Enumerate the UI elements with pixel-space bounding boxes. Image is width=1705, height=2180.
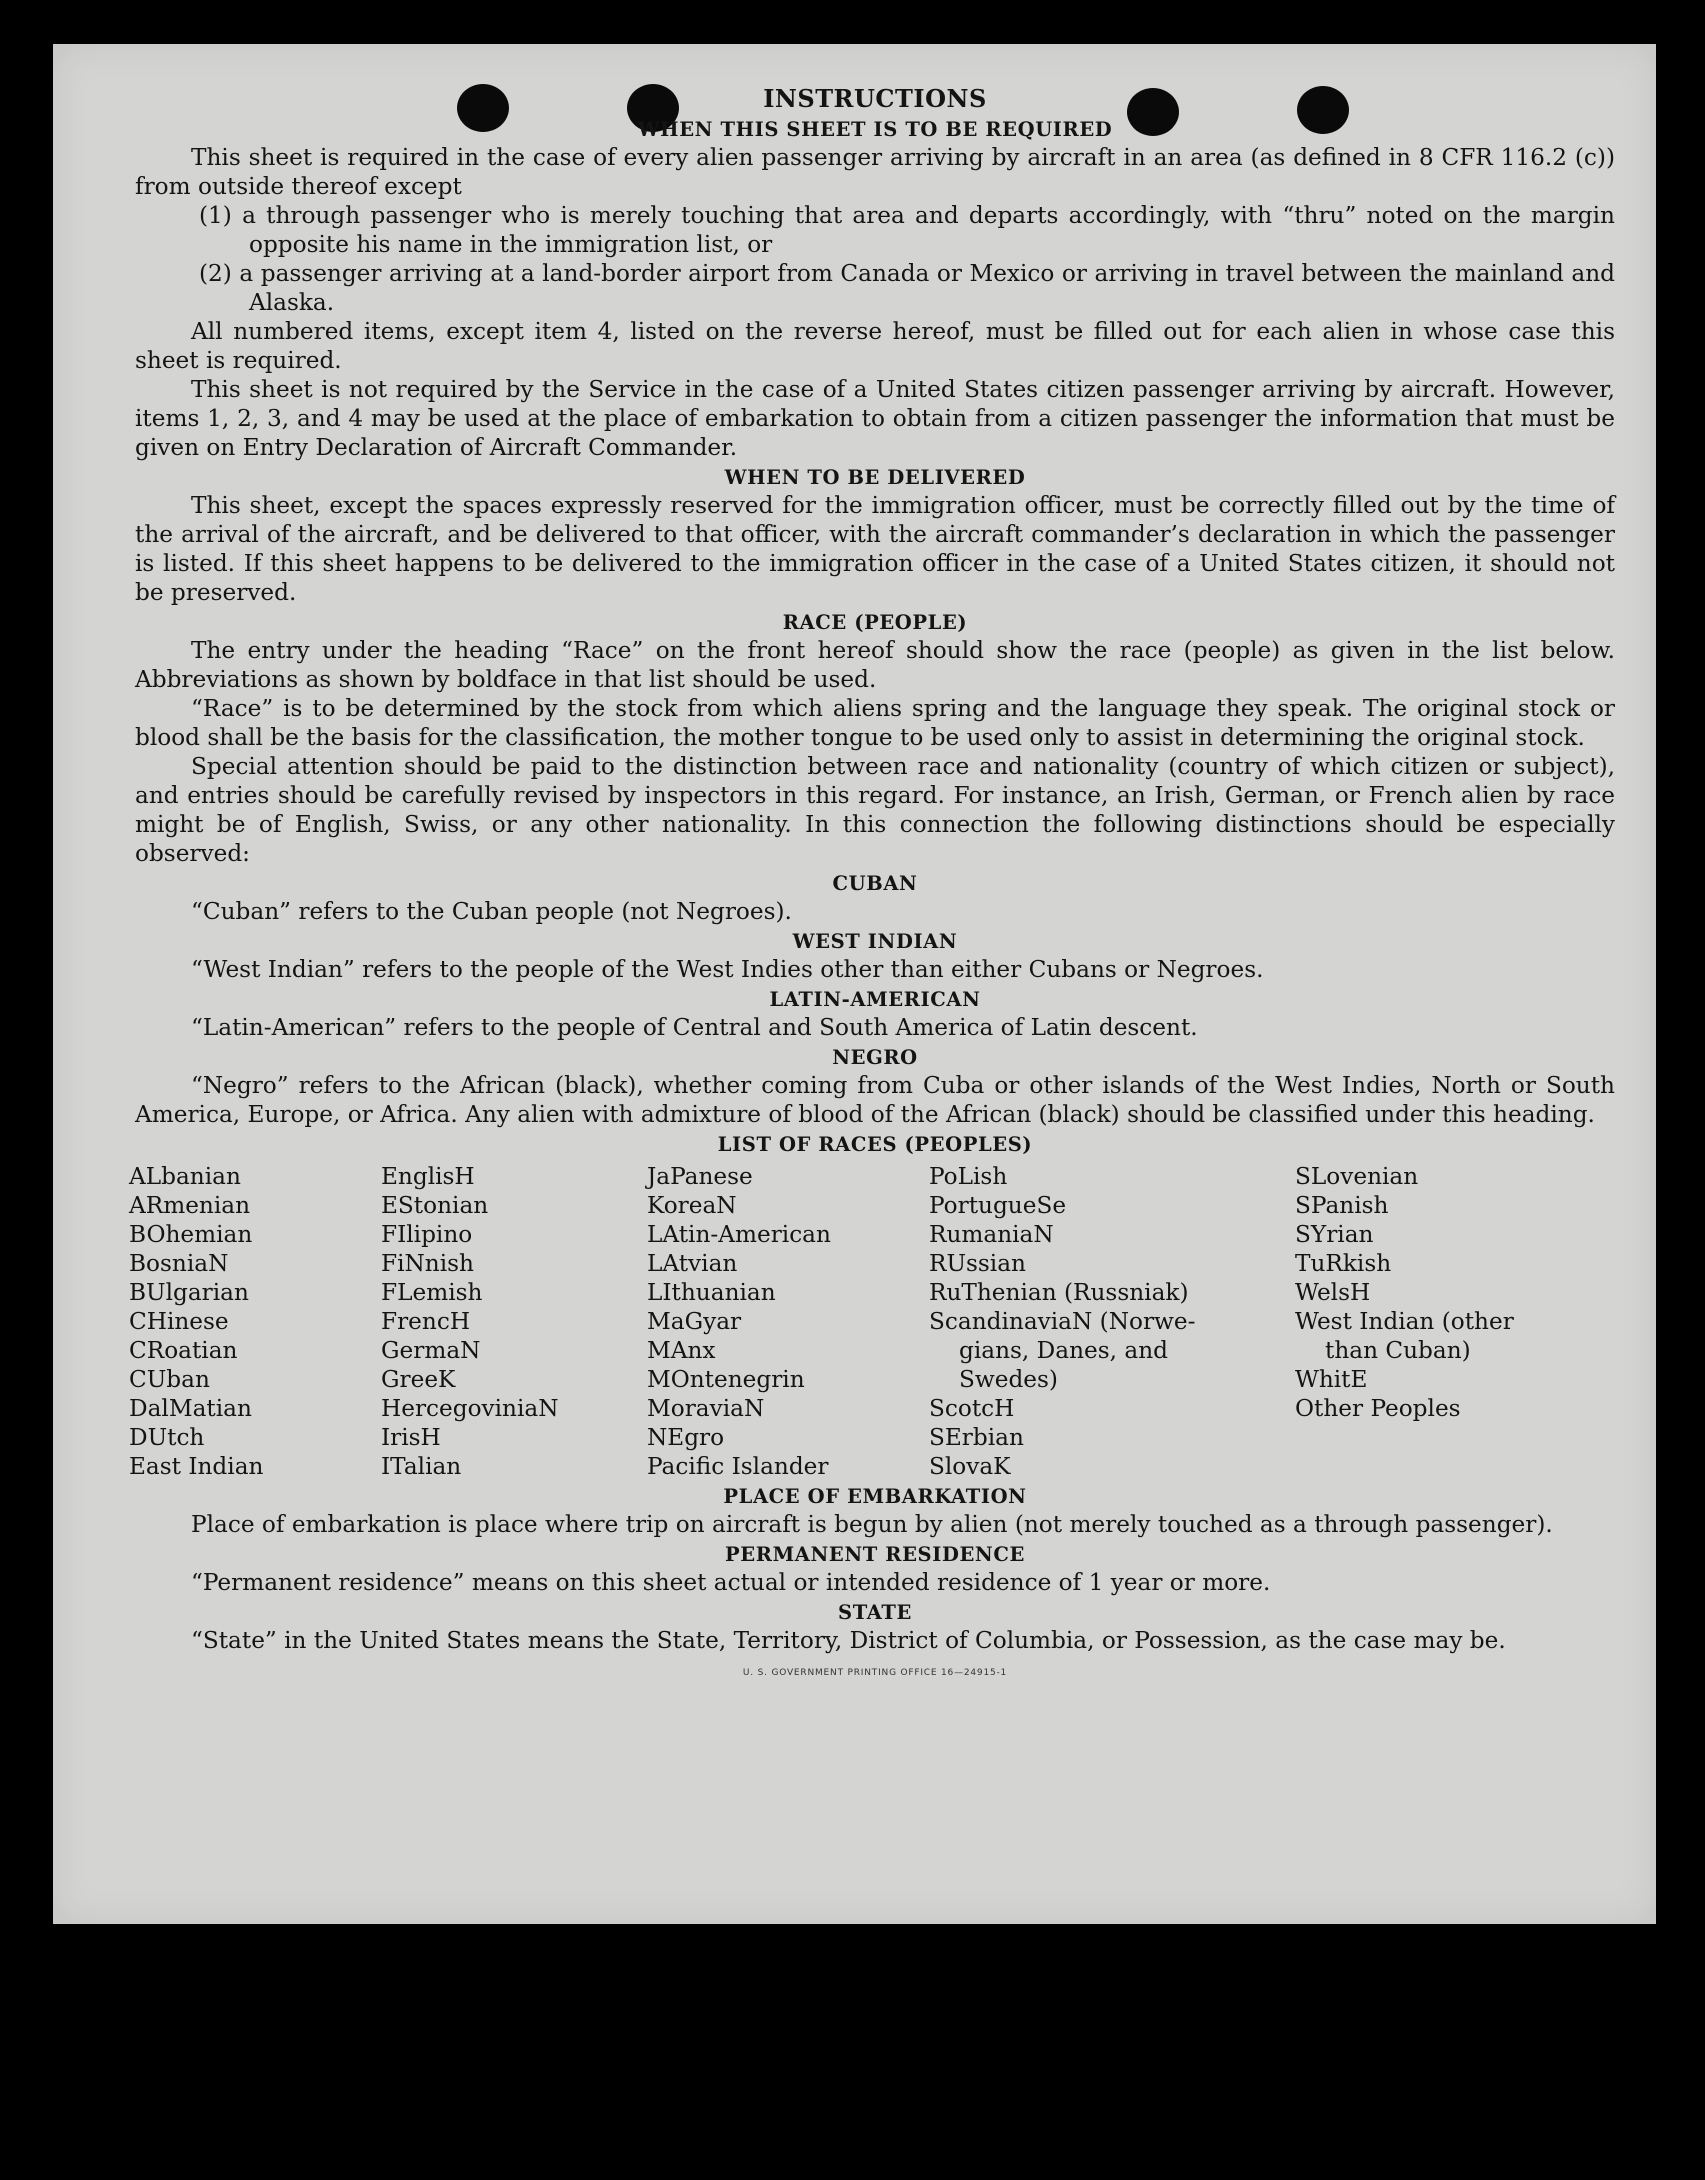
- race-column-3: [647, 1162, 929, 1481]
- race-entry: KoreaN: [647, 1192, 737, 1219]
- heading-negro: NEGRO: [832, 1046, 918, 1069]
- race-column-2: [381, 1162, 647, 1481]
- paragraph: This sheet is required in the case of every alien passenger arriving by aircraft in an area (as defined in 8 CFR 116.2 (c)) from outside thereof except: [135, 144, 1615, 200]
- race-entry: FIlipino: [381, 1221, 473, 1248]
- document-sheet: [53, 44, 1656, 1924]
- race-entry: ITalian: [381, 1453, 462, 1480]
- race-entry: DalMatian: [129, 1395, 252, 1422]
- paragraph: “State” in the United States means the State, Territory, District of Columbia, or Possession, as the case may be.: [191, 1627, 1506, 1654]
- race-entry: ScandinaviaN (Norwe-: [929, 1308, 1196, 1335]
- heading-required: WHEN THIS SHEET IS TO BE REQUIRED: [637, 118, 1113, 141]
- race-entry: ALbanian: [129, 1163, 241, 1190]
- race-entry: MAnx: [647, 1337, 716, 1364]
- instructions-text: [129, 84, 1615, 1688]
- race-column-5: [1295, 1162, 1565, 1481]
- race-entry: IrisH: [381, 1424, 441, 1451]
- race-entry: EStonian: [381, 1192, 489, 1219]
- race-list: [129, 1162, 1615, 1481]
- heading-embarkation: PLACE OF EMBARKATION: [723, 1485, 1027, 1508]
- race-entry: LIthuanian: [647, 1279, 776, 1306]
- race-entry: PortugueSe: [929, 1192, 1067, 1219]
- race-entry: MOntenegrin: [647, 1366, 805, 1393]
- race-entry: HercegoviniaN: [381, 1395, 559, 1422]
- heading-delivered: WHEN TO BE DELIVERED: [724, 466, 1026, 489]
- race-entry: LAtin-American: [647, 1221, 831, 1248]
- paragraph: “Cuban” refers to the Cuban people (not Negroes).: [191, 898, 792, 925]
- race-entry: PoLish: [929, 1163, 1008, 1190]
- race-entry: SErbian: [929, 1424, 1024, 1451]
- race-entry: WelsH: [1295, 1279, 1371, 1306]
- race-entry: East Indian: [129, 1453, 264, 1480]
- race-entry: BosniaN: [129, 1250, 229, 1277]
- page-title: INSTRUCTIONS: [763, 84, 987, 113]
- race-entry: SLovenian: [1295, 1163, 1419, 1190]
- race-entry: ScotcH: [929, 1395, 1015, 1422]
- paragraph: “Negro” refers to the African (black), whether coming from Cuba or other islands of the West Indies, North or South America, Europe, or Africa. Any alien with admixture of blood of the African (black) should be classified under this heading.: [135, 1072, 1615, 1128]
- paragraph: “West Indian” refers to the people of the West Indies other than either Cubans or Negroes.: [191, 956, 1264, 983]
- paragraph: “Latin-American” refers to the people of Central and South America of Latin descent.: [191, 1014, 1198, 1041]
- race-entry: SPanish: [1295, 1192, 1389, 1219]
- race-entry: than Cuban): [1325, 1337, 1471, 1364]
- paragraph: All numbered items, except item 4, listed on the reverse hereof, must be filled out for each alien in whose case this sheet is required.: [135, 318, 1615, 374]
- race-entry: FrencH: [381, 1308, 471, 1335]
- heading-cuban: CUBAN: [832, 872, 918, 895]
- paragraph: The entry under the heading “Race” on the front hereof should show the race (people) as given in the list below. Abbreviations as shown by boldface in that list should be used.: [135, 637, 1615, 693]
- list-item: (2) a passenger arriving at a land-border airport from Canada or Mexico or arriving in travel between the mainland and Alaska.: [199, 260, 1615, 316]
- race-entry: MoraviaN: [647, 1395, 765, 1422]
- race-entry: RumaniaN: [929, 1221, 1054, 1248]
- race-entry: GermaN: [381, 1337, 481, 1364]
- race-entry: GreeK: [381, 1366, 456, 1393]
- paragraph: Place of embarkation is place where trip on aircraft is begun by alien (not merely touched as a through passenger).: [191, 1511, 1553, 1538]
- race-entry: TuRkish: [1295, 1250, 1392, 1277]
- race-entry: Other Peoples: [1295, 1395, 1461, 1422]
- heading-race: RACE (PEOPLE): [782, 611, 968, 634]
- race-entry: WhitE: [1295, 1366, 1368, 1393]
- race-entry: FLemish: [381, 1279, 483, 1306]
- race-entry: RuThenian (Russniak): [929, 1279, 1189, 1306]
- heading-latin-american: LATIN-AMERICAN: [769, 988, 981, 1011]
- paragraph: This sheet is not required by the Service in the case of a United States citizen passenger arriving by aircraft. However, items 1, 2, 3, and 4 may be used at the place of embarkation to obtain from a citizen passenger the information that must be given on Entry Declaration of Aircraft Commander.: [135, 376, 1615, 461]
- race-entry: CUban: [129, 1366, 210, 1393]
- race-entry: BUlgarian: [129, 1279, 249, 1306]
- race-entry: BOhemian: [129, 1221, 253, 1248]
- race-entry: CHinese: [129, 1308, 229, 1335]
- race-entry: JaPanese: [647, 1163, 753, 1190]
- race-entry: gians, Danes, and: [959, 1337, 1168, 1364]
- heading-list-of-races: LIST OF RACES (PEOPLES): [717, 1133, 1033, 1156]
- heading-residence: PERMANENT RESIDENCE: [725, 1543, 1025, 1566]
- list-item: (1) a through passenger who is merely touching that area and departs accordingly, with “thru” noted on the margin opposite his name in the immigration list, or: [199, 202, 1615, 258]
- paragraph: “Race” is to be determined by the stock from which aliens spring and the language they speak. The original stock or blood shall be the basis for the classification, the mother tongue to be used only to assist in determining the original stock.: [135, 695, 1615, 751]
- race-entry: RUssian: [929, 1250, 1026, 1277]
- race-entry: Pacific Islander: [647, 1453, 829, 1480]
- race-column-1: [129, 1162, 381, 1481]
- race-entry: NEgro: [647, 1424, 725, 1451]
- heading-west-indian: WEST INDIAN: [792, 930, 958, 953]
- race-entry: SYrian: [1295, 1221, 1374, 1248]
- race-column-4: [929, 1162, 1295, 1481]
- paragraph: This sheet, except the spaces expressly reserved for the immigration officer, must be correctly filled out by the time of the arrival of the aircraft, and be delivered to that officer, with the aircraft commander’s declaration in which the passenger is listed. If this sheet happens to be delivered to the immigration officer in the case of a United States citizen, it should not be preserved.: [135, 492, 1615, 606]
- race-entry: MaGyar: [647, 1308, 742, 1335]
- race-entry: CRoatian: [129, 1337, 238, 1364]
- paragraph: Special attention should be paid to the distinction between race and nationality (country of which citizen or subject), and entries should be carefully revised by inspectors in this regard. For instance, an Irish, German, or French alien by race might be of English, Swiss, or any other nationality. In this connection the following distinctions should be especially observed:: [135, 753, 1615, 867]
- race-entry: DUtch: [129, 1424, 205, 1451]
- paragraph: “Permanent residence” means on this sheet actual or intended residence of 1 year or more.: [191, 1569, 1271, 1596]
- race-entry: Swedes): [959, 1366, 1058, 1393]
- race-entry: SlovaK: [929, 1453, 1011, 1480]
- race-entry: LAtvian: [647, 1250, 738, 1277]
- heading-state: STATE: [838, 1601, 912, 1624]
- race-entry: West Indian (other: [1295, 1308, 1514, 1335]
- race-entry: ARmenian: [129, 1192, 251, 1219]
- race-entry: EnglisH: [381, 1163, 475, 1190]
- race-entry: FiNnish: [381, 1250, 474, 1277]
- printer-footer: U. S. GOVERNMENT PRINTING OFFICE 16—24915-1: [742, 1668, 1008, 1678]
